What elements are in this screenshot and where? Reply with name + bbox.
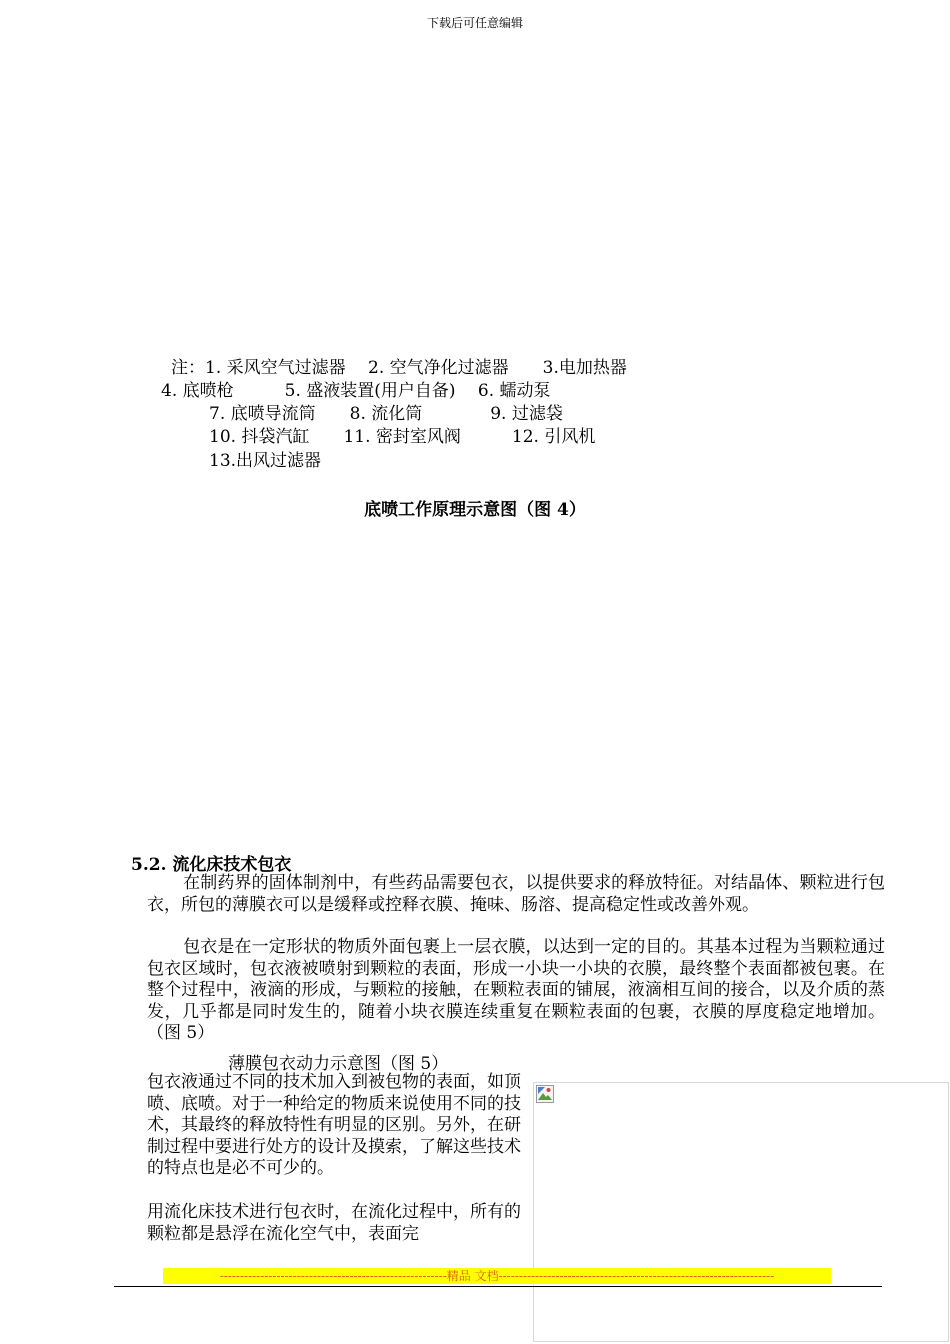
footer-divider [114,1286,882,1287]
paragraph-1 [147,873,885,916]
legend-line-5: 13.出风过滤器 [209,451,322,471]
legend-line-2: 4. 底喷枪 5. 盛液装置(用户自备) 6. 蠕动泵 [161,381,551,401]
paragraph-4 [147,1202,532,1245]
legend-line-3: 7. 底喷导流筒 8. 流化筒 9. 过滤袋 [209,404,563,424]
figure-5-image [533,1082,949,1342]
page-header-note: 下载后可任意编辑 [426,16,523,30]
paragraph-2-text: 包衣是在一定形状的物质外面包裹上一层衣膜，以达到一定的目的。其基本过程为当颗粒通过包衣区域时，包衣液被喷射到颗粒的表面，形成一小块一小块的衣膜，最终整个表面都被包裹。在整个过程中，液滴的形成，与颗粒的接触，在颗粒表面的铺展，液滴相互间的接合，以及介质的蒸发，几乎都是同时发生的，随着小块衣膜连续重复在颗粒表面的包裹，衣膜的厚度稳定地增加。（图 5） [147,937,885,1043]
legend-line-1: 注：1. 采风空气过滤器 2. 空气净化过滤器 3.电加热器 [171,358,627,378]
section-heading: 5.2. 流化床技术包衣 [131,855,292,875]
paragraph-3 [147,1072,523,1180]
broken-image-icon [536,1085,554,1103]
paragraph-4-text: 用流化床技术进行包衣时，在流化过程中，所有的颗粒都是悬浮在流化空气中，表面完 [147,1202,521,1244]
paragraph-2 [147,937,885,1045]
figure-5-caption: 薄膜包衣动力示意图（图 5） [228,1054,449,1074]
figure-4-caption: 底喷工作原理示意图（图 4） [364,500,586,520]
legend-line-4: 10. 抖袋汽缸 11. 密封室风阀 12. 引风机 [209,427,596,447]
footer-banner: --------------------------------------------------------精品 文档-------------------------------------------------------------------- [163,1268,831,1284]
paragraph-1-text: 在制药界的固体制剂中，有些药品需要包衣，以提供要求的释放特征。对结晶体、颗粒进行包衣，所包的薄膜衣可以是缓释或控释衣膜、掩味、肠溶、提高稳定性或改善外观。 [147,873,885,915]
paragraph-3-text: 包衣液通过不同的技术加入到被包物的表面，如顶喷、底喷。对于一种给定的物质来说使用不同的技术，其最终的释放特性有明显的区别。另外，在研制过程中要进行处方的设计及摸索，了解这些技术的特点也是必不可少的。 [147,1072,521,1178]
